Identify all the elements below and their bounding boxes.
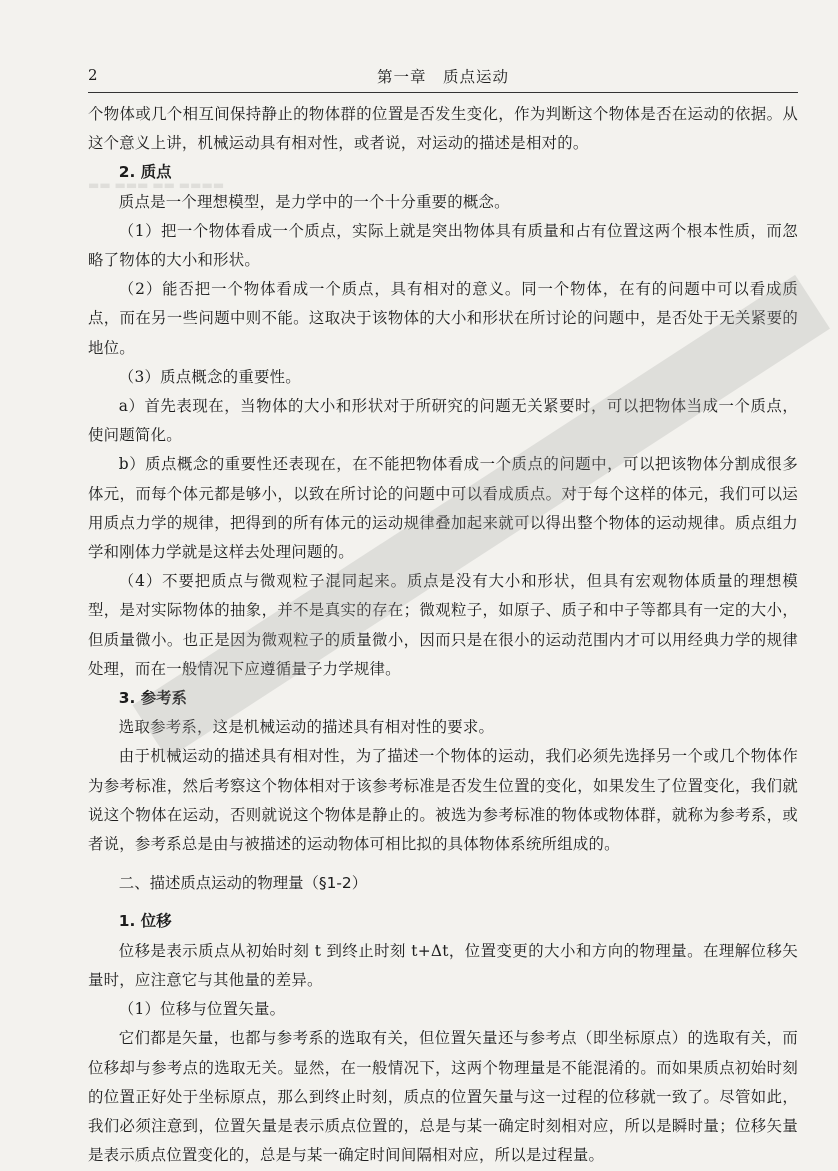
bleed-through-text: ▬▬ ▬▬▬ ▬▬ ▬▬▬▬ — [88, 178, 225, 192]
subsection-heading-mass-point: 2. 质点 — [118, 163, 172, 182]
paragraph: 位移是表示质点从初始时刻 t 到终止时刻 t+Δt，位置变更的大小和方向的物理量。在理解位移矢量时，应注意它与其他量的差异。 — [88, 941, 798, 989]
paragraph: b）质点概念的重要性还表现在，在不能把物体看成一个质点的问题中，可以把该物体分割成很多体元，而每个体元都是够小，以致在所讨论的问题中可以看成质点。对于每个这样的体元，我们可以运用质点力学的规律，把得到的所有体元的运动规律叠加起来就可以得出整个物体的运动规律。质点组力学和刚体力学就是这样去处理问题的。 — [88, 455, 798, 562]
page-number: 2 — [88, 66, 98, 84]
section-heading: 二、描述质点运动的物理量（§1-2） — [118, 874, 368, 893]
paragraph: 选取参考系，这是机械运动的描述具有相对性的要求。 — [118, 718, 495, 737]
paragraph: 由于机械运动的描述具有相对性，为了描述一个物体的运动，我们必须先选择另一个或几个物体作为参考标准，然后考察这个物体相对于该参考标准是否发生位置的变化，如果发生了位置变化，我们就说这个物体在运动，否则就说这个物体是静止的。被选为参考标准的物体或物体群，就称为参考系，或者说，参考系总是由与被描述的运动物体可相比拟的具体物体系统所组成的。 — [88, 747, 798, 854]
page-header — [88, 64, 798, 93]
paragraph: （1）把一个物体看成一个质点，实际上就是突出物体具有质量和占有位置这两个根本性质，而忽略了物体的大小和形状。 — [88, 221, 798, 270]
paragraph: a）首先表现在，当物体的大小和形状对于所研究的问题无关紧要时，可以把物体当成一个质点，使问题简化。 — [88, 397, 798, 445]
paragraph: （2）能否把一个物体看成一个质点，具有相对的意义。同一个物体，在有的问题中可以看成质点，而在另一些问题中则不能。这取决于该物体的大小和形状在所讨论的问题中，是否处于无关紧要的地位。 — [88, 280, 798, 357]
chapter-title: 第一章 质点运动 — [376, 68, 509, 86]
paragraph: （1）位移与位置矢量。 — [118, 1000, 286, 1019]
subsection-heading-displacement: 1. 位移 — [118, 912, 172, 931]
page-body — [88, 100, 798, 1170]
paragraph: 它们都是矢量，也都与参考系的选取有关，但位置矢量还与参考点（即坐标原点）的选取有关，而位移却与参考点的选取无关。显然，在一般情况下，这两个物理量是不能混淆的。而如果质点初始时刻的位置正好处于坐标原点，那么到终止时刻，质点的位置矢量与这一过程的位移就一致了。尽管如此，我们必须注意到，位置矢量是表示质点位置的，总是与某一确定时刻相对应，所以是瞬时量；位移矢量是表示质点位置变化的，总是与某一确定时间间隔相对应，所以是过程量。 — [88, 1029, 798, 1165]
paragraph: （4）不要把质点与微观粒子混同起来。质点是没有大小和形状，但具有宏观物体质量的理想模型，是对实际物体的抽象，并不是真实的存在；微观粒子，如原子、质子和中子等都具有一定的大小，但质量微小。也正是因为微观粒子的质量微小，因而只是在很小的运动范围内才可以用经典力学的规律处理，而在一般情况下应遵循量子力学规律。 — [88, 572, 798, 678]
paragraph: 质点是一个理想模型，是力学中的一个十分重要的概念。 — [118, 192, 510, 211]
paragraph: 个物体或几个相互间保持静止的物体群的位置是否发生变化，作为判断这个物体是否在运动的依据。从这个意义上讲，机械运动具有相对性，或者说，对运动的描述是相对的。 — [88, 105, 798, 153]
subsection-heading-reference-frame: 3. 参考系 — [118, 689, 187, 708]
paragraph: （3）质点概念的重要性。 — [118, 367, 301, 386]
